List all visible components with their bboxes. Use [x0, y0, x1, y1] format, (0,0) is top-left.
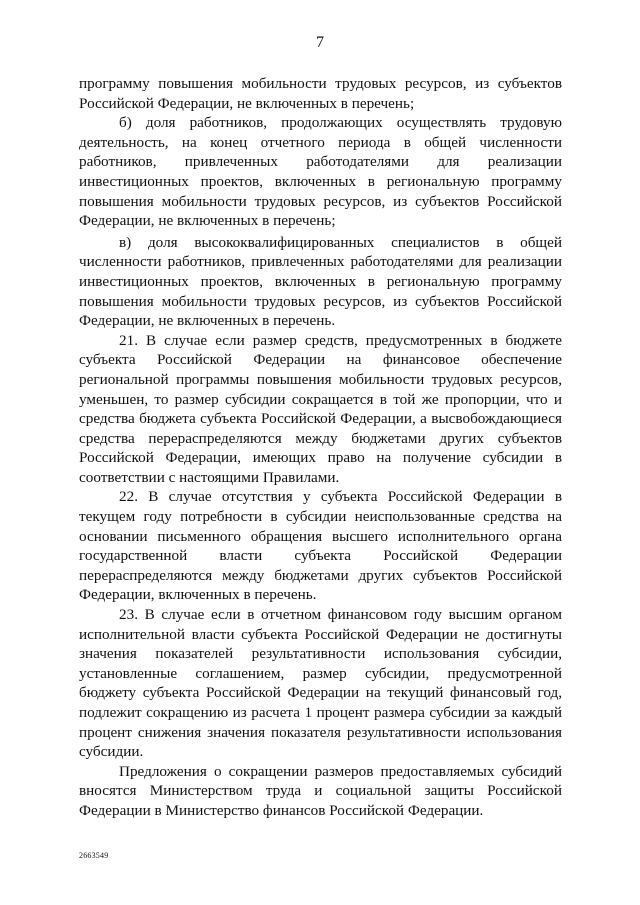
- document-code: 2663549: [79, 851, 109, 860]
- paragraph-item-v: в) доля высококвалифицированных специалистов в общей численности работников, привлеченных работодателями для реализации инвестиционных проектов, включенных в региональную программу повышения мобильности трудовых ресурсов, из субъектов Российской Федерации, не включенных в перечень.: [79, 233, 562, 330]
- paragraph-21: 21. В случае если размер средств, предусмотренных в бюджете субъекта Российской Федерации на финансовое обеспечение региональной программы повышения мобильности трудовых ресурсов, уменьшен, то размер субсидии сокращается в той же пропорции, что и средства бюджета субъекта Российской Федерации, а высвобождающиеся средства перераспределяются между бюджетами других субъектов Российской Федерации, имеющих право на получение субсидии в соответствии с настоящими Правилами.: [79, 331, 562, 486]
- paragraph-23: 23. В случае если в отчетном финансовом году высшим органом исполнительной власти субъекта Российской Федерации не достигнуты значения показателей результативности использования субсидии, установленные соглашением, размер субсидии, предусмотренной бюджету субъекта Российской Федерации на текущий финансовый год, подлежит сокращению из расчета 1 процент размера субсидии за каждый процент снижения значения показателя результативности использования субсидии.: [79, 606, 562, 761]
- document-body: [79, 74, 562, 821]
- paragraph-proposals: Предложения о сокращении размеров предоставляемых субсидий вносятся Министерством труда и социальной защиты Российской Федерации в Министерство финансов Российской Федерации.: [79, 762, 562, 819]
- paragraph-continuation: программу повышения мобильности трудовых ресурсов, из субъектов Российской Федерации, не включенных в перечень;: [79, 75, 562, 112]
- paragraph-22: 22. В случае отсутствия у субъекта Российской Федерации в текущем году потребности в субсидии неиспользованные средства на основании письменного обращения высшего исполнительного органа государственной власти субъекта Российской Федерации перераспределяются между бюджетами других субъектов Российской Федерации, включенных в перечень.: [79, 488, 562, 604]
- page-number: 7: [316, 34, 324, 51]
- paragraph-item-b: б) доля работников, продолжающих осуществлять трудовую деятельность, на конец отчетного периода в общей численности работников, привлеченных работодателями для реализации инвестиционных проектов, включенных в региональную программу повышения мобильности трудовых ресурсов, из субъектов Российской Федерации, не включенных в перечень;: [79, 114, 562, 230]
